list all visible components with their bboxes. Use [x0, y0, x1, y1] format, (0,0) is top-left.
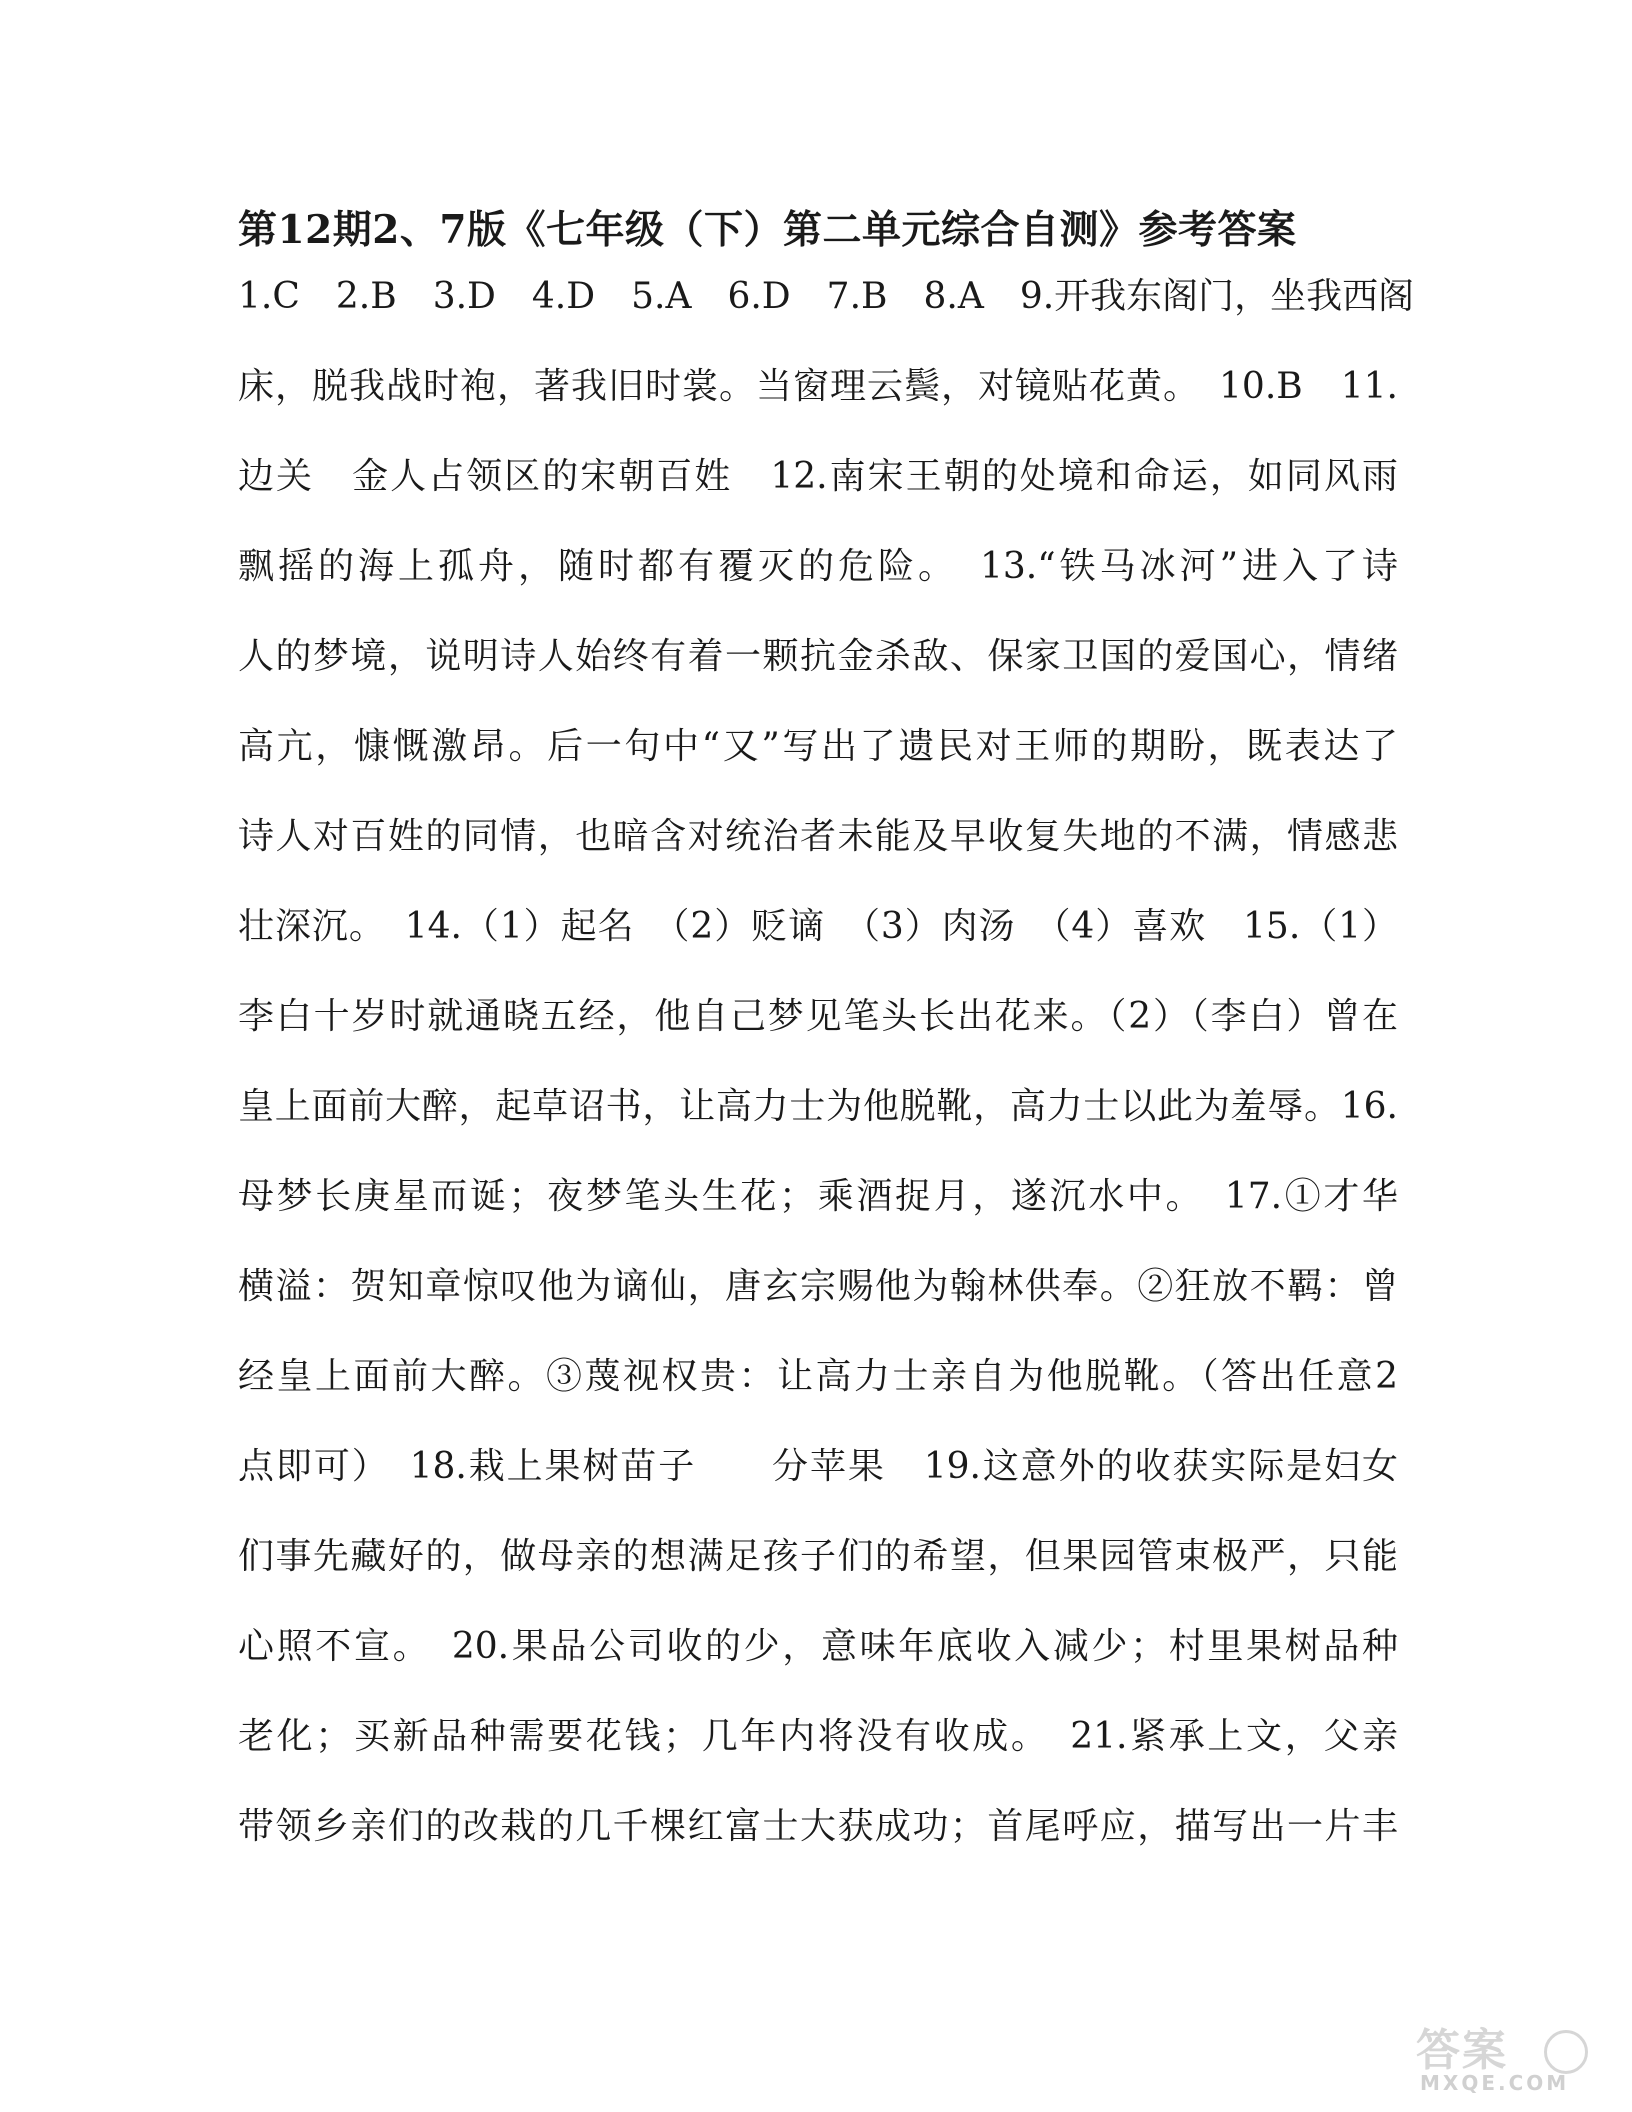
answer-line: 1.C 2.B 3.D 4.D 5.A 6.D 7.B 8.A 9.开我东阁门，坐我西阁 — [238, 276, 1415, 317]
answer-line: 带领乡亲们的改栽的几千棵红富士大获成功；首尾呼应，描写出一片丰 — [238, 1806, 1398, 1847]
answer-line: 横溢：贺知章惊叹他为谪仙，唐玄宗赐他为翰林供奉。②狂放不羁：曾 — [238, 1266, 1398, 1307]
answer-line: 边关 金人占领区的宋朝百姓 12.南宋王朝的处境和命运，如同风雨 — [238, 456, 1398, 497]
answer-line: 高亢，慷慨激昂。后一句中“又”写出了遗民对王师的期盼，既表达了 — [238, 726, 1398, 767]
answer-line: 心照不宣。 20.果品公司收的少，意味年底收入减少；村里果树品种 — [238, 1626, 1398, 1667]
watermark-brand: 答案 — [1416, 2025, 1508, 2076]
answer-line: 床，脱我战时袍，著我旧时裳。当窗理云鬓，对镜贴花黄。 10.B 11. — [238, 366, 1398, 407]
answer-line: 母梦长庚星而诞；夜梦笔头生花；乘酒捉月，遂沉水中。 17.①才华 — [238, 1176, 1398, 1217]
answer-line: 点即可） 18.栽上果树苗子 分苹果 19.这意外的收获实际是妇女 — [238, 1446, 1398, 1487]
answer-line: 李白十岁时就通晓五经，他自己梦见笔头长出花来。（2）（李白）曾在 — [238, 996, 1398, 1037]
answer-line: 们事先藏好的，做母亲的想满足孩子们的希望，但果园管束极严，只能 — [238, 1536, 1398, 1577]
watermark-url: MXQE.COM — [1420, 2071, 1570, 2095]
answer-line: 经皇上面前大醉。③蔑视权贵：让高力士亲自为他脱靴。（答出任意2 — [238, 1356, 1398, 1397]
answer-line: 人的梦境，说明诗人始终有着一颗抗金杀敌、保家卫国的爱国心，情绪 — [238, 636, 1398, 677]
answer-line: 壮深沉。 14.（1）起名 （2）贬谪 （3）肉汤 （4）喜欢 15.（1） — [238, 906, 1398, 947]
answer-line: 皇上面前大醉，起草诏书，让高力士为他脱靴，高力士以此为羞辱。16. — [238, 1086, 1398, 1127]
answer-line: 老化；买新品种需要花钱；几年内将没有收成。 21.紧承上文，父亲 — [238, 1716, 1398, 1757]
watermark-logo-icon — [1544, 2030, 1588, 2074]
site-watermark — [1416, 2025, 1606, 2098]
page-title: 第12期2、7版《七年级（下）第二单元综合自测》参考答案 — [238, 207, 1297, 253]
answer-line: 诗人对百姓的同情，也暗含对统治者未能及早收复失地的不满，情感悲 — [238, 816, 1398, 857]
answer-line: 飘摇的海上孤舟，随时都有覆灭的危险。 13.“铁马冰河”进入了诗 — [238, 546, 1398, 587]
